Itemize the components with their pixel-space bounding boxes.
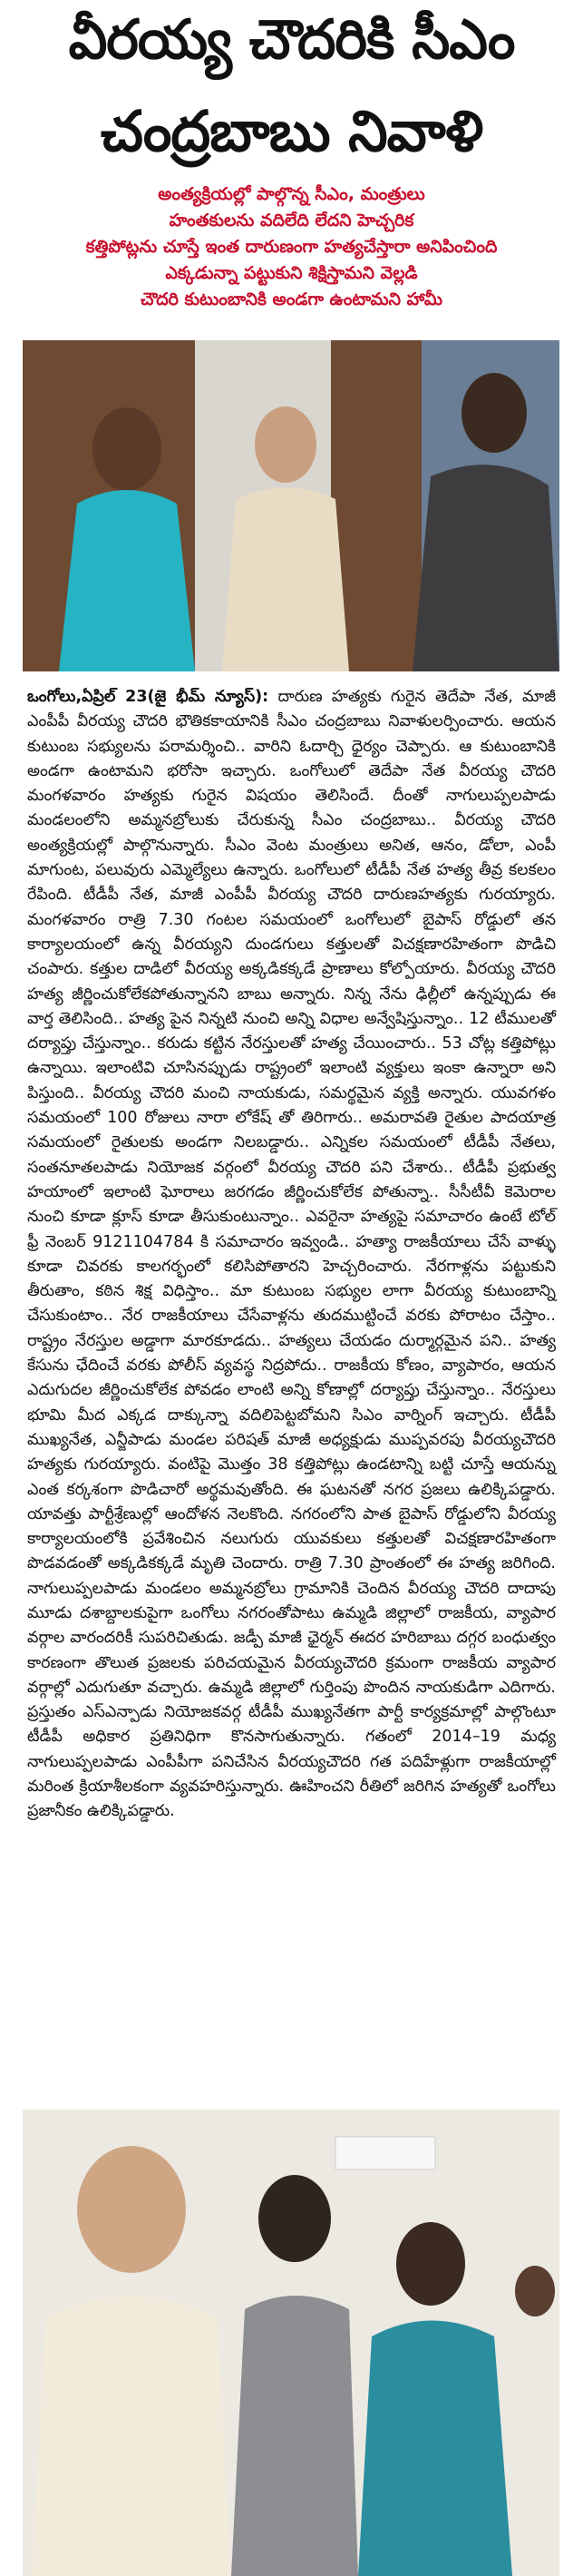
photo-cm-greeting-family-illustration [23, 2110, 559, 2576]
headline-line-1: వీరయ్య చౌదరికి సీఎం [68, 8, 515, 72]
subhead-2: హంతకులను వదిలేది లేదని హెచ్చరిక [169, 211, 414, 230]
subhead-3: కత్తిపోట్లను చూస్తే ఇంత దారుణంగా హత్యచేస్తారా అనిపించింది [85, 237, 498, 257]
article-text: దారుణ హత్యకు గురైన తెదేపా నేత, మాజీ ఎంపీపీ వీరయ్య చౌదరి భౌతికకాయానికి సీఎం చంద్రబాబు నివాళులర్పించారు. ఆయన కుటుంబ సభ్యులను పరామర్శించి.. వారిని ఓదార్చి ధైర్యం చెప్పారు. ఆ కుటుంబానికి అండగా ఉంటామని భరోసా ఇచ్చారు. ఒంగోలులో తెదేపా నేత వీరయ్య చౌదరి మంగళవారం హత్యకు గురైన విషయం తెలిసిందే. దీంతో నాగులుప్పలపాడు మండలంలోని అమ్మనబ్రోలుకు చేరుకున్న సీఎం చంద్రబాబు.. వీరయ్య చౌదరి అంత్యక్రియల్లో పాల్గొనున్నారు. సీఎం వెంట మంత్రులు అనిత, ఆనం, డోలా, ఎంపీ మాగుంట, పలువురు ఎమ్మెల్యేలు ఉన్నారు. ఒంగోలులో టీడీపీ నేత హత్య తీవ్ర కలకలం రేపింది. టీడీపీ నేత, మాజీ ఎంపీపీ వీరయ్య చౌదరి దారుణహత్యకు గురయ్యారు. మంగళవారం రాత్రి 7.30 గంటల సమయంలో ఒంగోలులో బైపాస్ రోడ్డులో తన కార్యాలయంలో ఉన్న వీరయ్యని దుండగులు కత్తులతో విచక్షణారహితంగా పొడిచి చంపారు. కత్తుల దాడిలో వీరయ్య అక్కడికక్కడే ప్రాణాలు కోల్పోయారు. వీరయ్య చౌదరి హత్య జీర్ణించుకోలేకపోతున్నానని బాబు అన్నారు. నిన్న నేను ఢిల్లీలో ఉన్నప్పుడు ఈ వార్త తెలిసింది.. హత్య పైన నిన్నటి నుంచి అన్ని విధాల అన్వేషిస్తున్నాం.. 12 టీములతో దర్యాప్తు చేస్తున్నాం.. కరుడు కట్టిన నేరస్తులతో హత్య చేయించారు.. 53 చోట్ల కత్తిపోట్లు ఉన్నాయి. ఇలాంటివి చూసినప్పుడు రాష్ట్రంలో ఇలాంటి వ్యక్తులు ఇంకా ఉన్నారా అని పిస్తుంది.. వీరయ్య చౌదరి మంచి నాయకుడు, సమర్థమైన వ్యక్తి అన్నారు. యువగళం సమయంలో 100 రోజులు నారా లోకేష్ తో తిరిగారు.. అమరావతి రైతుల పాదయాత్ర సమయంలో రైతులకు అండగా నిలబడ్డారు.. ఎన్నికల సమయంలో టీడీపీ నేతలు, సంతనూతలపాడు నియోజక వర్గంలో వీరయ్య చౌదరి పని చేశారు.. టీడీపీ ప్రభుత్వ హయాంలో ఇలాంటి ఘోరాలు జరగడం జీర్ణించుకోలేక పోతున్నా.. సీసీటీవీ కెమెరాల నుంచి కూడా క్లూస్ కూడా తీసుకుంటున్నాం.. ఎవరైనా హత్యపై సమాచారం ఉంటే టోల్ ఫ్రీ నెంబర్ 9121104784 కి సమాచారం ఇవ్వండి.. హత్యా రాజకీయాలు చేసే వాళ్ళు కూడా చివరకు కాలగర్భంలో కలిసిపోతారని హెచ్చరించారు. నేరగాళ్లను పట్టుకుని తీరుతాం, కఠిన శిక్ష విధిస్తాం.. మా కుటుంబ సభ్యుల లాగా వీరయ్య కుటుంబాన్ని చేసుకుంటాం.. నేర రాజకీయాలు చేసేవాళ్లను తుదముట్టించే వరకు పోరాటం చేస్తాం.. రాష్ట్రం నేరస్తుల అడ్డాగా మారకూడదు.. హత్యలు చేయడం దుర్మార్గమైన పని.. హత్య కేసును ఛేదించే వరకు పోలీస్ వ్యవస్థ నిద్రపోదు.. రాజకీయ కోణం, వ్యాపారం, ఆయన ఎదుగుదల జీర్ణించుకోలేక పోవడం లాంటి అన్ని కోణాల్లో దర్యాప్తు చేస్తున్నాం.. నేరస్తులు భూమి మీద ఎక్కడ దాక్కున్నా వదిలిపెట్టబోమని సిఎం వార్నింగ్ ఇచ్చారు. టీడీపీ ముఖ్యనేత, ఎన్జీపాడు మండల పరిషత్ మాజీ అధ్యక్షుడు ముప్పవరపు వీరయ్యచౌదరి హత్యకు గురయ్యారు. వంటిపై మొత్తం 38 కత్తిపోట్లు ఉండటాన్ని బట్టి చూస్తే ఆయన్ను ఎంత కర్కశంగా పొడిచారో అర్థమవుతోంది. ఈ ఘటనతో నగర ప్రజలు ఉలిక్కిపడ్డారు. యావత్తు పార్టీశ్రేణుల్లో ఆందోళన నెలకొంది. నగరంలోని పాత బైపాస్ రోడ్డులోని వీరయ్య కార్యాలయంలోకి ప్రవేశించిన నలుగురు యువకులు కత్తులతో విచక్షణారహితంగా పొడవడంతో అక్కడికక్కడే మృతి చెందారు. రాత్రి 7.30 ప్రాంతంలో ఈ హత్య జరిగింది. నాగులుప్పలపాడు మండలం అమ్మనబ్రోలు గ్రామానికి చెందిన వీరయ్య చౌదరి దాదాపు మూడు దశాబ్దాలకుపైగా ఒంగోలు నగరంతోపాటు ఉమ్మడి జిల్లాలో రాజకీయ, వ్యాపార వర్గాల వారందరికీ సుపరిచితుడు. జడ్పీ మాజీ ఛైర్మన్ ఈదర హరిబాబు దగ్గర బంధుత్వం కారణంగా తొలుత ప్రజలకు పరిచయమైన వీరయ్యచౌదరి క్రమంగా రాజకీయ వ్యాపార వర్గాల్లో ఎదుగుతూ వచ్చారు. ఉమ్మడి జిల్లాలో గుర్తింపు పొందిన నాయకుడిగా ఎదిగారు. ప్రస్తుతం ఎస్ఎన్పాడు నియోజకవర్గ టీడీపీ ముఖ్యనేతగా పార్టీ కార్యక్రమాల్లో పాల్గొంటూ టీడీపీ అధికార ప్రతినిధిగా కొనసాగుతున్నారు. గతంలో 2014–19 మధ్య నాగులుప్పలపాడు ఎంపీపీగా పనిచేసిన వీరయ్యచౌదరి గత పదిహేళ్లుగా రాజకీయాల్లో మరింత క్రియాశీలకంగా వ్యవహరిస్తున్నారు. ఊహించని రీతిలో జరిగిన హత్యతో ఒంగోలు ప్రజానీకం ఉలిక్కిపడ్డారు. [27, 688, 556, 1821]
headline-line-2: చంద్రబాబు నివాళి [100, 98, 483, 164]
photo-cm-consoling-family-illustration [23, 340, 559, 671]
subheads [0, 181, 583, 313]
subhead-1: అంత్యక్రియల్లో పాల్గొన్న సీఎం, మంత్రులు [158, 184, 425, 204]
article-body [27, 685, 556, 1825]
photo-cm-greeting-family [23, 2110, 559, 2576]
subhead-4: ఎక్కడున్నా పట్టుకుని శిక్షిస్తామని వెల్లడి [165, 263, 418, 283]
subhead-5: చౌదరి కుటుంబానికి అండగా ఉంటామని హామీ [141, 289, 442, 309]
article-dateline: ఒంగోలు,ఏప్రిల్ 23(జై భీమ్ న్యూస్): [27, 688, 269, 706]
photo-cm-consoling-family [23, 340, 559, 671]
